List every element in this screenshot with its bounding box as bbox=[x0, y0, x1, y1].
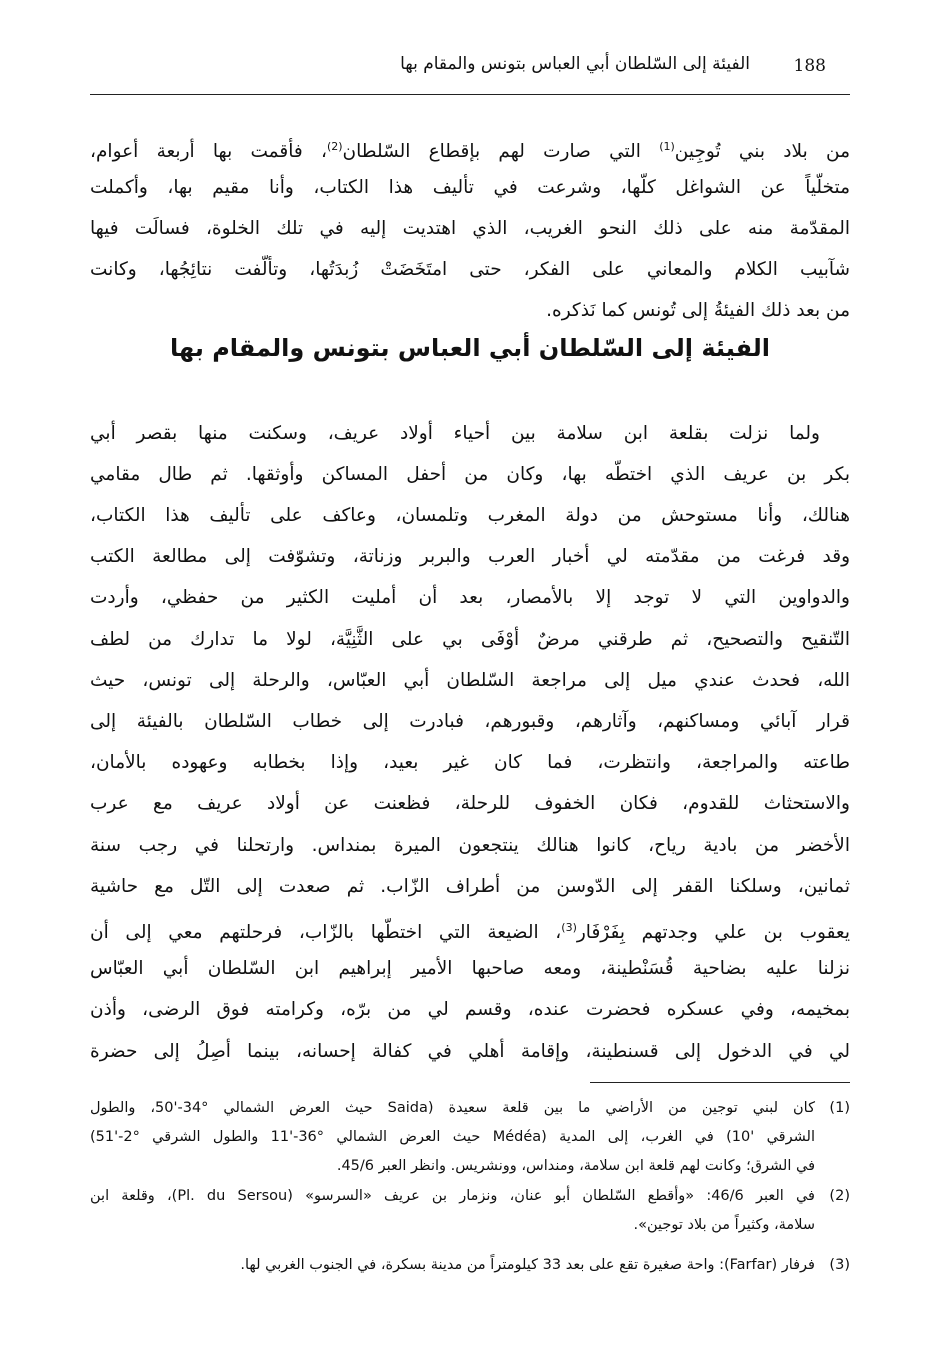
footnote-number: (1) bbox=[829, 1100, 850, 1116]
text-line: شآبيب الكلام والمعاني على الفكر، حتى امتَخَضَتْ زُبدَتُها، وتألّفت نتائِجُها، وكانت bbox=[90, 259, 850, 280]
text-segment: يعقوب بن علي وجدتهم بِفَرْفَار bbox=[576, 922, 850, 944]
text-line: متخلّياً عن الشواغل كلّها، وشرعت في تأليف هذا الكتاب، وأنا مقيم بها، وأكملت bbox=[90, 177, 850, 198]
text-line: الأخضر من بادية رياح، كانوا هنالك ينتجعون الميرة بمنداس. وارتحلنا في رجب سنة bbox=[90, 835, 850, 856]
footnote-line: الشرقي '10) في الغرب، إلى المدية (Médéa حيث العرض الشمالي °36-'11 والطول الشرقي °2-'51) bbox=[90, 1129, 815, 1145]
text-line: هنالك، وأنا مستوحش من دولة المغرب وتلمسان، وعاكف على تأليف هذا الكتاب، bbox=[90, 505, 850, 526]
text-line: التّنقيح والتصحيح، ثم طرقني مرضٌ أوْفَى بي على الثَّنِيَّة، لولا ما تدارك من لطف bbox=[90, 629, 850, 650]
text-segment: ، فأقمت بها أربعة أعوام، bbox=[90, 141, 327, 163]
footnote-number: (3) bbox=[829, 1257, 850, 1273]
text-segment: التي صارت لهم بإقطاع السّلطان bbox=[342, 141, 660, 163]
text-line: نزلنا عليه بضاحية قُسَنْطينة، ومعه صاحبها الأمير إبراهيم ابن السّلطان أبي العبّاس bbox=[90, 958, 850, 979]
text-segment: ، الضيعة التي اختطّها بالزّاب، فرحلتهم معي إلى أن bbox=[90, 922, 562, 944]
text-line bbox=[90, 133, 850, 166]
text-line: والاستحثاث للقدوم، فكان الخفوف للرحلة، فظعنت عن أولاد عريف مع عرب bbox=[90, 793, 850, 814]
text-line: لي في الدخول إلى قسنطينة، وإقامة أهلي في كفالة إحسانه، بينما أصِلُ إلى حضرة bbox=[90, 1041, 850, 1062]
text-line: ثمانين، وسلكنا القفر إلى الدّوسن من أطراف الزّاب. ثم صعدت إلى التّل مع حاشية bbox=[90, 876, 850, 897]
text-line: من بعد ذلك الفيئةُ إلى تُونس كما نَذكره. bbox=[546, 300, 850, 321]
text-line: بمخيمه، وفي عسكره فحضرت عنده، وقسم لي من برّه، وكرامته فوق الرضى، وأذن bbox=[90, 999, 850, 1020]
text-line: قرار آبائي ومساكنهم، وآثارهم، وقبورهم، فبادرت إلى خطاب السّلطان بالفيئة إلى bbox=[90, 711, 850, 732]
footnote-ref-3[interactable]: (3) bbox=[561, 921, 577, 934]
text-segment: من بلاد بني تُوجِين bbox=[674, 141, 850, 163]
footnote-line: كان لبني توجين من الأراضي ما بين قلعة سعيدة (Saida حيث العرض الشمالي °34-'50، والطول bbox=[90, 1100, 815, 1116]
text-line: والدواوين التي لا توجد إلا بالأمصار، بعد أن أمليت الكثير من حفظي، وأردت bbox=[90, 587, 850, 608]
text-line: بكر بن عريف الذي اختطّه بها، وكان من أحفل المساكن وأوثقها. ثم طال مقامي bbox=[90, 464, 850, 485]
running-header-title: الفيئة إلى السّلطان أبي العباس بتونس والمقام بها bbox=[400, 54, 750, 74]
footnote-line: سلامة، وكثيراً من بلاد توجين». bbox=[633, 1217, 815, 1233]
text-line: طاعته والمراجعة، وانتظرت، فما كان غير بعيد، وإذا بخطابه وعهوده بالأمان، bbox=[90, 752, 850, 773]
text-line: وقد فرغت من مقدّمته لي أخبار العرب والبربر وزناتة، وتشوّفت إلى مطالعة الكتب bbox=[90, 546, 850, 567]
footnote-line: فرفار (Farfar): واحة صغيرة تقع على بعد 33 كيلومتراً من مدينة بسكرة، في الجنوب الغربي لها. bbox=[240, 1257, 815, 1273]
footnote-number: (2) bbox=[829, 1188, 850, 1204]
section-heading: الفيئة إلى السّلطان أبي العباس بتونس والمقام بها bbox=[169, 334, 770, 362]
footnote-line: في العبر 46/6: «وأقطع السّلطان أبو عنان، ونزمار بن عريف «السرسو» (Pl. du Sersou)، وقلعة ابن bbox=[90, 1188, 815, 1204]
footnote-ref-1[interactable]: (1) bbox=[659, 140, 675, 153]
header-rule bbox=[90, 94, 850, 95]
text-line: ولما نزلت بقلعة ابن سلامة بين أحياء أولاد عريف، وسكنت منها بقصر أبي bbox=[90, 423, 820, 444]
footnote-line: في الشرق؛ وكانت لهم قلعة ابن سلامة، ومنداس، وونشريس. وانظر العبر 45/6. bbox=[336, 1158, 815, 1174]
footnote-ref-2[interactable]: (2) bbox=[326, 140, 343, 153]
footnote-rule bbox=[590, 1082, 850, 1083]
text-line bbox=[90, 914, 850, 947]
text-line: المقدّمة منه على ذلك النحو الغريب، الذي اهتديت إليه في تلك الخلوة، فسالَت فيها bbox=[90, 218, 850, 239]
page-number: 188 bbox=[793, 56, 826, 76]
text-line: الله، فحدث عندي ميل إلى مراجعة السّلطان أبي العبّاس، والرحلة إلى تونس، حيث bbox=[90, 670, 850, 691]
